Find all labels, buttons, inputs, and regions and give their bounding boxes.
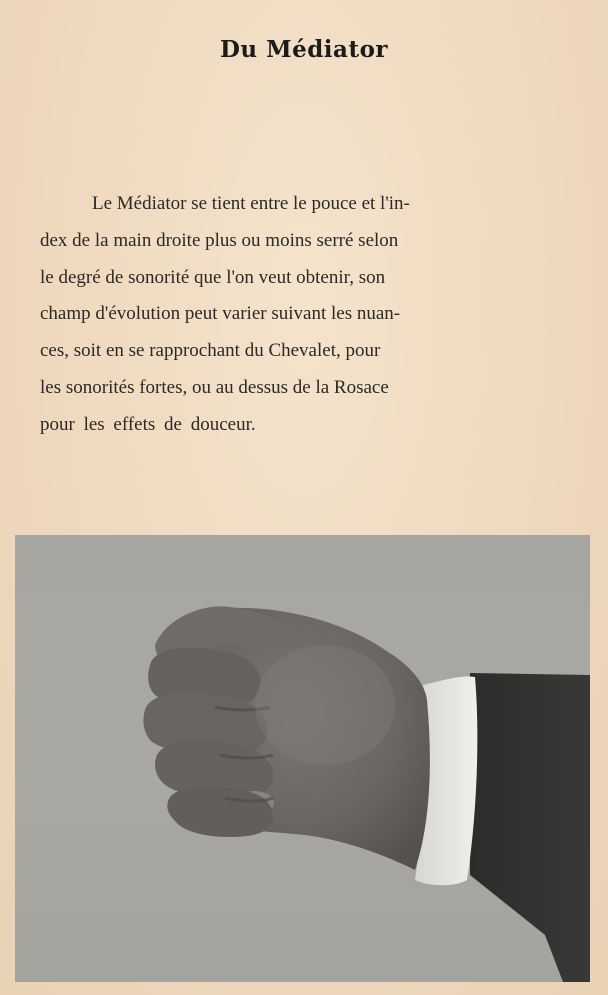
jacket-sleeve (470, 673, 590, 982)
hand-illustration (15, 535, 590, 982)
paragraph-line-4: champ d'évolution peut varier suivant les nuan- (40, 303, 401, 325)
hand-photograph (15, 535, 590, 982)
paragraph-line-3: le degré de sonorité que l'on veut obtenir, son (40, 266, 386, 288)
paragraph-line-1: Le Médiator se tient entre le pouce et l'in- (92, 193, 410, 214)
paragraph-line-2: dex de la main droite plus ou moins serré selon (40, 229, 399, 251)
paragraph-line-5: ces, soit en se rapprochant du Chevalet, pour (40, 340, 381, 362)
paragraph-line-7: pour les effets de douceur. (40, 413, 256, 435)
paragraph-line-6: les sonorités fortes, ou au dessus de la Rosace (40, 376, 389, 398)
body-paragraph (40, 186, 552, 444)
page-title: Du Médiator (219, 36, 389, 63)
